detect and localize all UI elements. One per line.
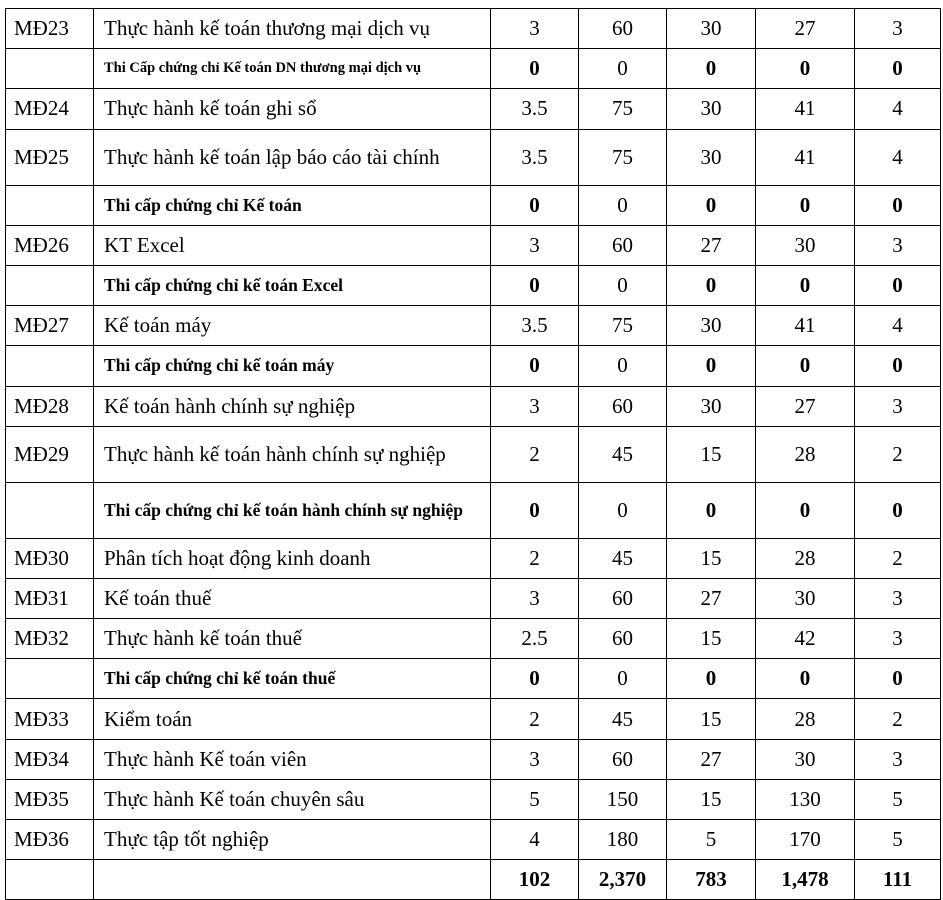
exam-row — [6, 482, 941, 538]
credits-value: 3 — [491, 225, 579, 265]
module-name: Thi Cấp chứng chỉ Kế toán DN thương mại dịch vụ — [94, 49, 491, 89]
practice-hours-value: 27 — [756, 386, 855, 426]
total-practice-hours: 1,478 — [756, 860, 855, 900]
theory-hours-value: 15 — [667, 699, 756, 739]
module-code: MĐ25 — [6, 129, 94, 185]
module-name: Thực tập tốt nghiệp — [94, 820, 491, 860]
practice-hours-value: 30 — [756, 578, 855, 618]
total-exam-hours: 111 — [855, 860, 941, 900]
module-name: Thực hành Kế toán viên — [94, 739, 491, 779]
credits-value: 0 — [491, 482, 579, 538]
total-code-cell — [6, 860, 94, 900]
table-row — [6, 699, 941, 739]
table-row — [6, 619, 941, 659]
exam-hours-value: 0 — [855, 265, 941, 305]
table-row — [6, 89, 941, 129]
exam-hours-value: 4 — [855, 306, 941, 346]
practice-hours-value: 130 — [756, 779, 855, 819]
practice-hours-value: 0 — [756, 265, 855, 305]
module-code: MĐ33 — [6, 699, 94, 739]
module-code: MĐ34 — [6, 739, 94, 779]
exam-hours-value: 3 — [855, 578, 941, 618]
module-code: MĐ30 — [6, 538, 94, 578]
theory-hours-value: 15 — [667, 426, 756, 482]
hours-value: 150 — [579, 779, 667, 819]
module-name: Kế toán hành chính sự nghiệp — [94, 386, 491, 426]
table-row — [6, 225, 941, 265]
module-code: MĐ32 — [6, 619, 94, 659]
theory-hours-value: 27 — [667, 225, 756, 265]
exam-hours-value: 4 — [855, 89, 941, 129]
module-code — [6, 265, 94, 305]
credits-value: 2.5 — [491, 619, 579, 659]
module-name: Thi cấp chứng chỉ Kế toán — [94, 185, 491, 225]
exam-hours-value: 0 — [855, 185, 941, 225]
module-code: MĐ27 — [6, 306, 94, 346]
table-row — [6, 779, 941, 819]
module-code: MĐ24 — [6, 89, 94, 129]
credits-value: 3.5 — [491, 89, 579, 129]
theory-hours-value: 30 — [667, 9, 756, 49]
credits-value: 2 — [491, 699, 579, 739]
exam-hours-value: 0 — [855, 49, 941, 89]
exam-row — [6, 265, 941, 305]
table-row — [6, 820, 941, 860]
practice-hours-value: 0 — [756, 482, 855, 538]
module-code: MĐ29 — [6, 426, 94, 482]
total-theory-hours: 783 — [667, 860, 756, 900]
practice-hours-value: 30 — [756, 739, 855, 779]
module-name: Phân tích hoạt động kinh doanh — [94, 538, 491, 578]
exam-hours-value: 3 — [855, 225, 941, 265]
theory-hours-value: 0 — [667, 346, 756, 386]
module-code — [6, 346, 94, 386]
exam-hours-value: 3 — [855, 386, 941, 426]
credits-value: 0 — [491, 49, 579, 89]
exam-hours-value: 2 — [855, 426, 941, 482]
hours-value: 0 — [579, 346, 667, 386]
exam-hours-value: 0 — [855, 482, 941, 538]
theory-hours-value: 0 — [667, 659, 756, 699]
hours-value: 60 — [579, 225, 667, 265]
exam-hours-value: 4 — [855, 129, 941, 185]
table-row — [6, 386, 941, 426]
theory-hours-value: 15 — [667, 779, 756, 819]
hours-value: 0 — [579, 482, 667, 538]
hours-value: 45 — [579, 699, 667, 739]
module-name: Thi cấp chứng chỉ kế toán hành chính sự nghiệp — [94, 482, 491, 538]
exam-hours-value: 2 — [855, 699, 941, 739]
total-credits: 102 — [491, 860, 579, 900]
theory-hours-value: 30 — [667, 89, 756, 129]
module-code — [6, 659, 94, 699]
module-name: Thi cấp chứng chỉ kế toán Excel — [94, 265, 491, 305]
table-row — [6, 9, 941, 49]
theory-hours-value: 15 — [667, 619, 756, 659]
module-name: Thực hành kế toán thuế — [94, 619, 491, 659]
practice-hours-value: 41 — [756, 89, 855, 129]
hours-value: 0 — [579, 49, 667, 89]
curriculum-table — [5, 8, 941, 900]
hours-value: 75 — [579, 306, 667, 346]
hours-value: 60 — [579, 386, 667, 426]
credits-value: 4 — [491, 820, 579, 860]
total-hours: 2,370 — [579, 860, 667, 900]
practice-hours-value: 42 — [756, 619, 855, 659]
hours-value: 75 — [579, 129, 667, 185]
exam-row — [6, 659, 941, 699]
practice-hours-value: 41 — [756, 306, 855, 346]
module-name: Thực hành kế toán ghi sổ — [94, 89, 491, 129]
table-body — [6, 9, 941, 900]
module-code: MĐ23 — [6, 9, 94, 49]
credits-value: 3 — [491, 739, 579, 779]
exam-hours-value: 0 — [855, 659, 941, 699]
module-name: Thực hành kế toán lập báo cáo tài chính — [94, 129, 491, 185]
exam-hours-value: 3 — [855, 739, 941, 779]
practice-hours-value: 28 — [756, 426, 855, 482]
hours-value: 0 — [579, 185, 667, 225]
exam-hours-value: 3 — [855, 619, 941, 659]
table-row — [6, 578, 941, 618]
hours-value: 60 — [579, 9, 667, 49]
hours-value: 0 — [579, 659, 667, 699]
credits-value: 3 — [491, 386, 579, 426]
module-name: Thực hành kế toán thương mại dịch vụ — [94, 9, 491, 49]
module-code: MĐ35 — [6, 779, 94, 819]
exam-hours-value: 3 — [855, 9, 941, 49]
hours-value: 0 — [579, 265, 667, 305]
practice-hours-value: 30 — [756, 225, 855, 265]
module-code — [6, 49, 94, 89]
credits-value: 0 — [491, 346, 579, 386]
theory-hours-value: 27 — [667, 578, 756, 618]
module-name: Kế toán thuế — [94, 578, 491, 618]
practice-hours-value: 0 — [756, 49, 855, 89]
table-row — [6, 426, 941, 482]
credits-value: 2 — [491, 426, 579, 482]
module-name: Thực hành Kế toán chuyên sâu — [94, 779, 491, 819]
exam-row — [6, 49, 941, 89]
theory-hours-value: 0 — [667, 265, 756, 305]
theory-hours-value: 0 — [667, 49, 756, 89]
module-code — [6, 185, 94, 225]
total-row — [6, 860, 941, 900]
module-name: KT Excel — [94, 225, 491, 265]
credits-value: 3 — [491, 9, 579, 49]
exam-hours-value: 5 — [855, 779, 941, 819]
exam-hours-value: 5 — [855, 820, 941, 860]
exam-row — [6, 346, 941, 386]
practice-hours-value: 27 — [756, 9, 855, 49]
module-code — [6, 482, 94, 538]
module-name: Thi cấp chứng chỉ kế toán thuế — [94, 659, 491, 699]
module-name: Thi cấp chứng chỉ kế toán máy — [94, 346, 491, 386]
hours-value: 60 — [579, 739, 667, 779]
module-name: Kiểm toán — [94, 699, 491, 739]
exam-hours-value: 0 — [855, 346, 941, 386]
practice-hours-value: 41 — [756, 129, 855, 185]
exam-hours-value: 2 — [855, 538, 941, 578]
theory-hours-value: 27 — [667, 739, 756, 779]
hours-value: 60 — [579, 578, 667, 618]
practice-hours-value: 28 — [756, 699, 855, 739]
hours-value: 45 — [579, 426, 667, 482]
credits-value: 3 — [491, 578, 579, 618]
credits-value: 3.5 — [491, 306, 579, 346]
theory-hours-value: 30 — [667, 386, 756, 426]
theory-hours-value: 0 — [667, 482, 756, 538]
credits-value: 0 — [491, 659, 579, 699]
practice-hours-value: 0 — [756, 185, 855, 225]
practice-hours-value: 0 — [756, 659, 855, 699]
module-code: MĐ36 — [6, 820, 94, 860]
practice-hours-value: 170 — [756, 820, 855, 860]
total-name-cell — [94, 860, 491, 900]
practice-hours-value: 0 — [756, 346, 855, 386]
credits-value: 3.5 — [491, 129, 579, 185]
theory-hours-value: 30 — [667, 306, 756, 346]
credits-value: 2 — [491, 538, 579, 578]
module-name: Thực hành kế toán hành chính sự nghiệp — [94, 426, 491, 482]
practice-hours-value: 28 — [756, 538, 855, 578]
hours-value: 75 — [579, 89, 667, 129]
hours-value: 180 — [579, 820, 667, 860]
theory-hours-value: 15 — [667, 538, 756, 578]
module-code: MĐ31 — [6, 578, 94, 618]
module-name: Kế toán máy — [94, 306, 491, 346]
table-row — [6, 538, 941, 578]
module-code: MĐ28 — [6, 386, 94, 426]
theory-hours-value: 0 — [667, 185, 756, 225]
credits-value: 5 — [491, 779, 579, 819]
module-code: MĐ26 — [6, 225, 94, 265]
exam-row — [6, 185, 941, 225]
hours-value: 45 — [579, 538, 667, 578]
credits-value: 0 — [491, 185, 579, 225]
table-row — [6, 306, 941, 346]
table-row — [6, 129, 941, 185]
table-row — [6, 739, 941, 779]
theory-hours-value: 30 — [667, 129, 756, 185]
hours-value: 60 — [579, 619, 667, 659]
credits-value: 0 — [491, 265, 579, 305]
theory-hours-value: 5 — [667, 820, 756, 860]
